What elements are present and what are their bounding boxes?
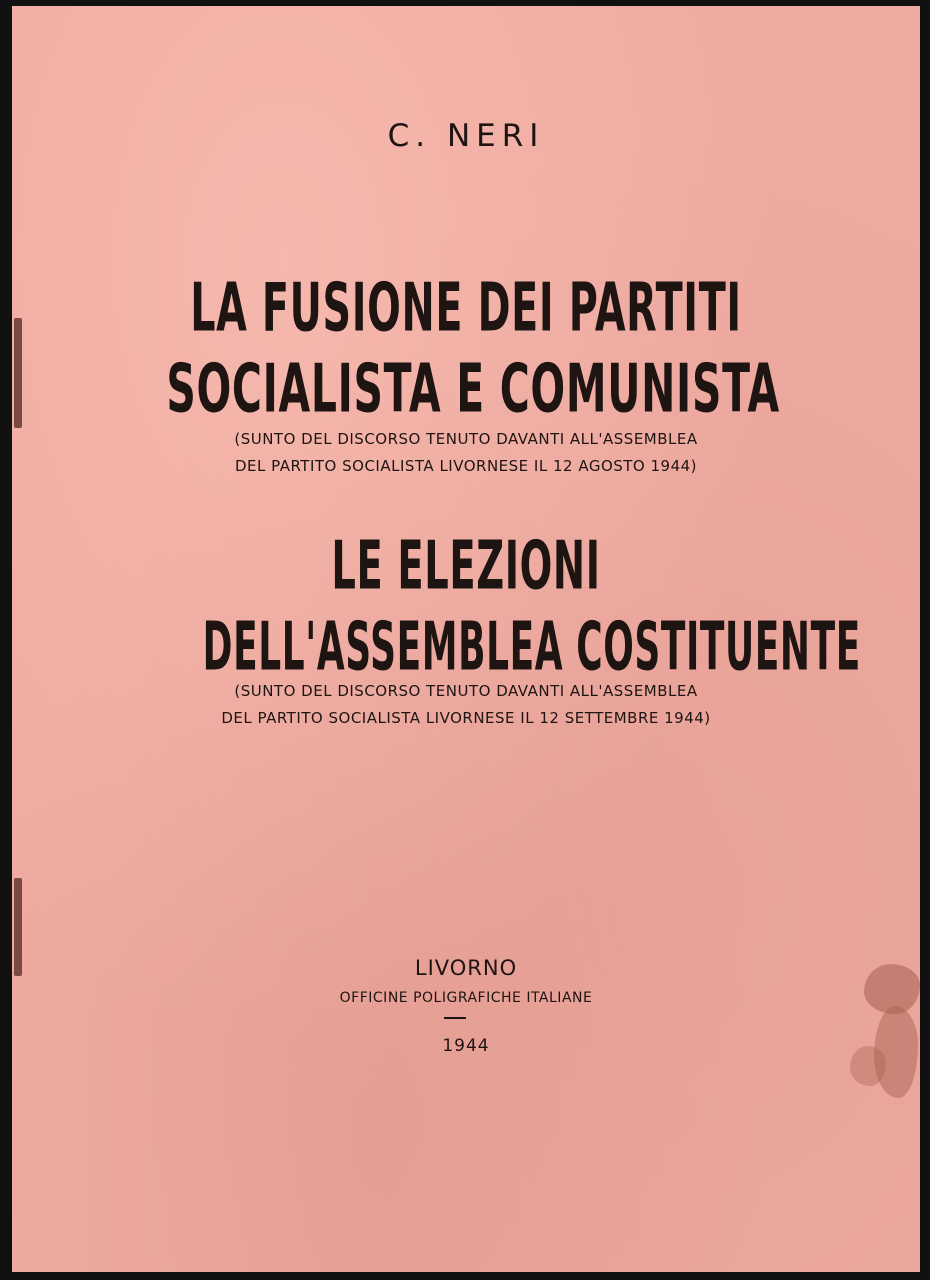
publication-place: LIVORNO <box>414 956 518 980</box>
subtitle-part1-line1: (SUNTO DEL DISCORSO TENUTO DAVANTI ALL'ASSEMBLEA <box>234 430 698 448</box>
divider <box>444 1017 466 1019</box>
staple-binding-top <box>14 318 22 428</box>
subtitle-part2-line2: DEL PARTITO SOCIALISTA LIVORNESE IL 12 SETTEMBRE 1944) <box>221 709 711 727</box>
subtitle-part1-line2: DEL PARTITO SOCIALISTA LIVORNESE IL 12 AGOSTO 1944) <box>234 457 698 475</box>
title-part1-line1: LA FUSIONE DEI PARTITI <box>190 268 742 347</box>
publication-year: 1944 <box>442 1036 490 1056</box>
subtitle-part2-line1: (SUNTO DEL DISCORSO TENUTO DAVANTI ALL'ASSEMBLEA <box>234 682 698 700</box>
title-part2-line1: LE ELEZIONI <box>331 526 601 605</box>
title-part1-line2: SOCIALISTA E COMUNISTA <box>166 349 780 428</box>
publisher-name: OFFICINE POLIGRAFICHE ITALIANE <box>339 990 593 1006</box>
title-part2-line2: DELL'ASSEMBLEA COSTITUENTE <box>202 607 861 686</box>
book-cover <box>12 6 920 1272</box>
author-name: C. NERI <box>387 118 545 154</box>
